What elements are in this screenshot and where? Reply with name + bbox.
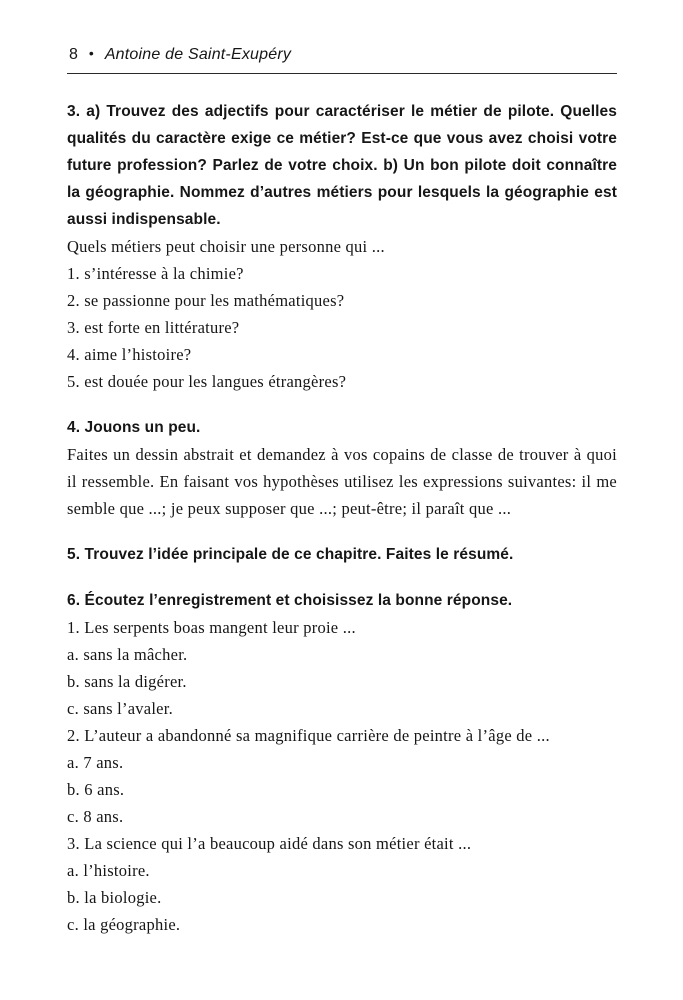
- task-6-heading: 6. Écoutez l’enregistrement et choisissez la bonne réponse.: [67, 592, 513, 609]
- task-6-question-3: 3. La science qui l’a beaucoup aidé dans son métier était ...: [67, 834, 472, 853]
- task-6-q3-option-c: c. la géographie.: [67, 915, 181, 934]
- task-3-intro: Quels métiers peut choisir une personne qui ...: [67, 237, 385, 256]
- task-6-q3-option-b: b. la biologie.: [67, 888, 162, 907]
- task-3-heading: 3. a) Trouvez des adjectifs pour caractériser le métier de pilote. Quelles qualités du caractère exige ce métier? Est-ce que vous avez choisi votre future profession? Parlez de votre choix. b) Un bon pilote doit connaître la géographie. Nommez d’autres métiers pour lesquels la géographie est aussi indispensable.: [67, 103, 617, 228]
- task-3-item-3: 3. est forte en littérature?: [67, 318, 240, 337]
- task-6-question-2: 2. L’auteur a abandonné sa magnifique carrière de peintre à l’âge de ...: [67, 726, 550, 745]
- running-header-title: Antoine de Saint-Exupéry: [104, 46, 292, 63]
- task-6-q2-option-a: a. 7 ans.: [67, 753, 124, 772]
- task-3-item-5: 5. est douée pour les langues étrangères?: [67, 372, 347, 391]
- task-6-q2-option-c: c. 8 ans.: [67, 807, 124, 826]
- task-4-heading: 4. Jouons un peu.: [67, 419, 201, 436]
- task-3-item-4: 4. aime l’histoire?: [67, 345, 192, 364]
- task-6-q1-option-b: b. sans la digérer.: [67, 672, 187, 691]
- running-header: [67, 46, 617, 73]
- task-4-body: Faites un dessin abstrait et demandez à vos copains de classe de trouver à quoi il ressemble. En faisant vos hypothèses utilisez les expressions suivantes: il me semble que ...; je peux supposer que ...; peut-être; il paraît que ...: [67, 445, 617, 518]
- bullet-separator-icon: •: [88, 45, 94, 61]
- page-content: [67, 98, 617, 938]
- task-3-item-2: 2. se passionne pour les mathématiques?: [67, 291, 345, 310]
- task-5-heading: 5. Trouvez l’idée principale de ce chapitre. Faites le résumé.: [67, 546, 514, 563]
- header-rule: [67, 73, 617, 74]
- task-6-q1-option-a: a. sans la mâcher.: [67, 645, 188, 664]
- task-6-q1-option-c: c. sans l’avaler.: [67, 699, 173, 718]
- task-3-item-1: 1. s’intéresse à la chimie?: [67, 264, 244, 283]
- page-number: 8: [69, 46, 78, 63]
- task-6-question-1: 1. Les serpents boas mangent leur proie ...: [67, 618, 356, 637]
- task-6-q2-option-b: b. 6 ans.: [67, 780, 125, 799]
- task-6-q3-option-a: a. l’histoire.: [67, 861, 150, 880]
